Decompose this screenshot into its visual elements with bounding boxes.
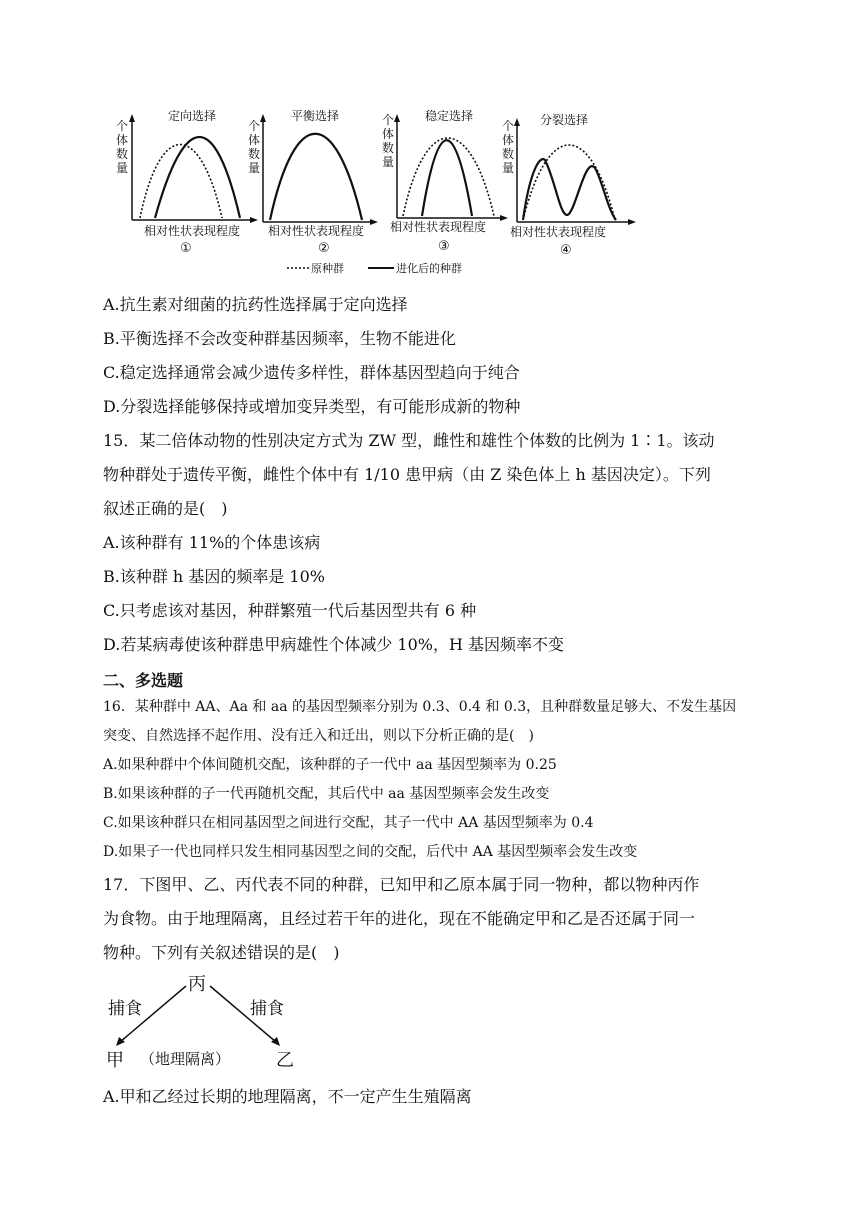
panel4-title: 分裂选择 [540,113,589,127]
q16-option-d: D.如果子一代也同样只发生相同基因型之间的交配，后代中 AA 基因型频率会发生改变 [103,844,638,860]
panel4-evolved-curve [523,159,616,220]
panel2-ylabel-3: 数 [248,147,261,161]
section-heading-multiple-choice: 二、多选题 [103,671,184,690]
q14-option-a: A.抗生素对细菌的抗药性选择属于定向选择 [103,295,408,314]
panel2-x-arrow [370,219,378,225]
panel3-number: ③ [438,239,450,254]
species-jia-label: 甲 [106,1050,124,1071]
panel4-ylabel-3: 数 [502,147,515,161]
panel1-title: 定向选择 [168,109,217,123]
panel4-xlabel: 相对性状表现程度 [510,225,607,239]
predation-isolation-figure [100,968,310,1076]
panel2-y-arrow [260,114,266,122]
panel2-ylabel-1: 个 [248,119,261,133]
panel1-x-arrow [250,217,258,223]
q14-option-d: D.分裂选择能够保持或增加变异类型，有可能形成新的物种 [103,397,521,416]
panel2-ylabel-2: 体 [248,133,261,147]
panel1-y-arrow [129,114,135,122]
panel4-ylabel-4: 量 [502,161,515,175]
panel3-original-curve [403,138,494,216]
panel3-ylabel-2: 体 [382,127,395,141]
q17-stem-line1: 17．下图甲、乙、丙代表不同的种群，已知甲和乙原本属于同一物种，都以物种丙作 [103,875,700,894]
geographic-isolation-label: （地理隔离） [140,1050,231,1068]
panel3-y-arrow [394,114,400,122]
q15-stem-line1: 15．某二倍体动物的性别决定方式为 ZW 型，雌性和雄性个体数的比例为 1∶1。该动 [103,431,715,450]
panel3-x-arrow [500,215,508,221]
panel2-title: 平衡选择 [291,109,340,123]
panel4-number: ④ [560,243,572,258]
q17-option-a: A.甲和乙经过长期的地理隔离，不一定产生生殖隔离 [103,1087,472,1106]
panel4-x-arrow [628,219,636,225]
panel1-number: ① [180,241,192,256]
panel3-ylabel-4: 量 [382,155,395,169]
q17-stem-line2: 为食物。由于地理隔离，且经过若干年的进化，现在不能确定甲和乙是否还属于同一 [103,909,696,928]
legend-evolved-label: 进化后的种群 [396,262,462,275]
q16-option-b: B.如果该种群的子一代再随机交配，其后代中 aa 基因型频率会发生改变 [103,786,550,802]
panel3-title: 稳定选择 [425,109,474,123]
panel1-ylabel-1: 个 [116,119,129,133]
q14-option-b: B.平衡选择不会改变种群基因频率，生物不能进化 [103,329,456,348]
panel2-number: ② [318,241,330,256]
q15-option-c: C.只考虑该对基因，种群繁殖一代后基因型共有 6 种 [103,601,477,620]
q17-stem-line3: 物种。下列有关叙述错误的是( ) [103,943,340,962]
panel1-ylabel-2: 体 [116,133,129,147]
predation-label-left: 捕食 [108,999,142,1019]
panel-disruptive-selection [502,112,636,258]
panel4-y-arrow [514,118,520,126]
panel2-curve [270,134,362,220]
panel3-evolved-curve [422,140,472,216]
panel1-ylabel-4: 量 [116,161,129,175]
q15-option-d: D.若某病毒使该种群患甲病雄性个体减少 10%，H 基因频率不变 [103,635,565,654]
panel-stabilizing-selection [382,108,508,254]
q15-option-a: A.该种群有 11%的个体患该病 [103,533,321,552]
q16-option-c: C.如果该种群只在相同基因型之间进行交配，其子一代中 AA 基因型频率为 0.4 [103,815,594,831]
panel2-xlabel: 相对性状表现程度 [268,224,365,238]
panel3-xlabel: 相对性状表现程度 [390,220,487,234]
species-bing-label: 丙 [188,974,206,995]
species-yi-label: 乙 [276,1050,294,1071]
panel1-xlabel: 相对性状表现程度 [144,224,241,238]
q16-stem-line2: 突变、自然选择不起作用、没有迁入和迁出，则以下分析正确的是( ) [103,728,534,744]
panel1-original-curve [140,145,222,219]
panel1-evolved-curve [155,137,240,218]
panel-directional-selection [116,108,261,256]
figure-legend [287,261,462,275]
panel4-ylabel-2: 体 [502,133,515,147]
q15-option-b: B.该种群 h 基因的频率是 10% [103,567,325,586]
panel2-ylabel-4: 量 [248,161,261,175]
q15-stem-line2: 物种群处于遗传平衡，雌性个体中有 1/10 患甲病（由 Z 染色体上 h 基因决定）。下列 [103,465,711,484]
panel4-ylabel-1: 个 [502,119,515,133]
panel3-ylabel-1: 个 [382,113,395,127]
panel3-ylabel-3: 数 [382,141,395,155]
predation-label-right: 捕食 [250,999,284,1019]
selection-types-figure [100,100,660,285]
panel1-ylabel-3: 数 [116,147,129,161]
q15-stem-line3: 叙述正确的是( ) [103,499,228,518]
q14-option-c: C.稳定选择通常会减少遗传多样性，群体基因型趋向于纯合 [103,363,520,382]
legend-original-label: 原种群 [311,262,344,275]
panel-balancing-selection [248,108,378,256]
q16-option-a: A.如果种群中个体间随机交配，该种群的子一代中 aa 基因型频率为 0.25 [103,757,557,773]
q16-stem-line1: 16．某种群中 AA、Aa 和 aa 的基因型频率分别为 0.3、0.4 和 0.3，且种群数量足够大、不发生基因 [103,699,737,715]
